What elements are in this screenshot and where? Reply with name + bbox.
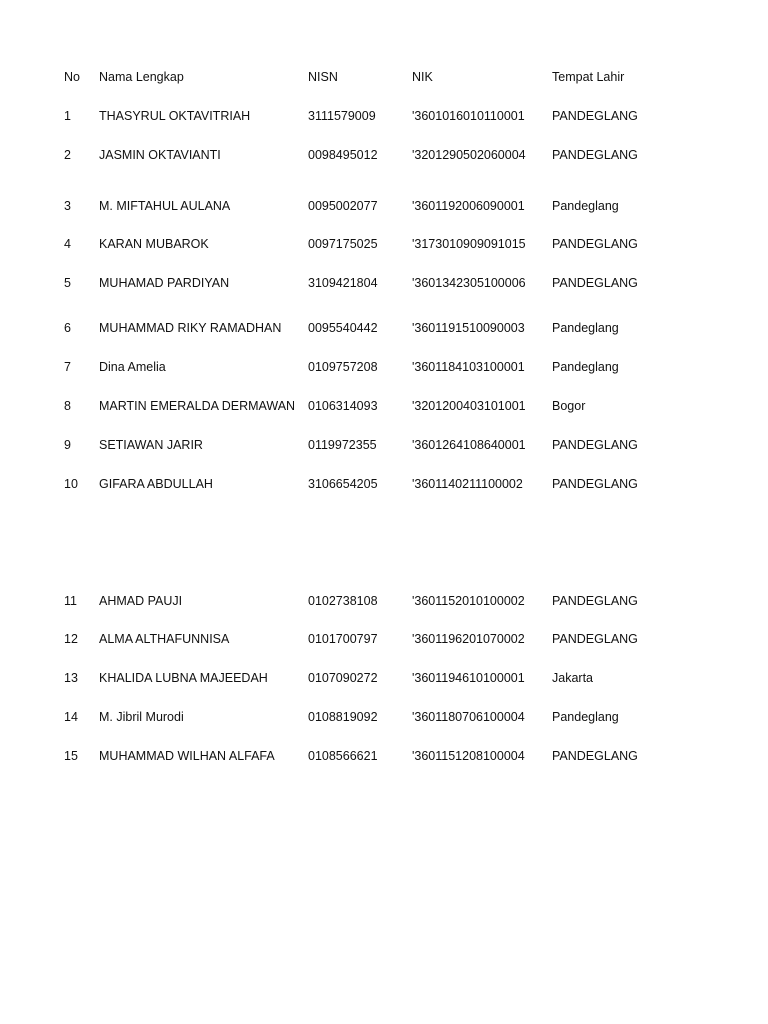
row-nama: AHMAD PAUJI <box>99 594 183 608</box>
row-nama: M. MIFTAHUL AULANA <box>99 199 231 213</box>
row-tempat-lahir: PANDEGLANG <box>552 632 638 646</box>
row-no: 3 <box>64 199 71 213</box>
table-row <box>0 629 768 649</box>
table-row <box>0 591 768 611</box>
header-nisn: NISN <box>308 70 338 84</box>
header-nama-lengkap: Nama Lengkap <box>99 70 184 84</box>
row-nama: MUHAMAD PARDIYAN <box>99 276 230 290</box>
table-row <box>0 318 768 338</box>
row-no: 4 <box>64 237 71 251</box>
row-no: 14 <box>64 710 78 724</box>
header-nik: NIK <box>412 70 433 84</box>
row-nisn: 3111579009 <box>308 109 376 123</box>
row-tempat-lahir: PANDEGLANG <box>552 148 638 162</box>
row-no: 15 <box>64 749 78 763</box>
row-nik: '3601194610100001 <box>412 671 525 685</box>
row-nama: KARAN MUBAROK <box>99 237 209 251</box>
header-no: No <box>64 70 80 84</box>
row-nama: MARTIN EMERALDA DERMAWAN <box>99 399 296 413</box>
row-tempat-lahir: PANDEGLANG <box>552 109 638 123</box>
row-tempat-lahir: Pandeglang <box>552 360 619 374</box>
row-nik: '3601264108640001 <box>412 438 526 452</box>
row-nama: MUHAMMAD RIKY RAMADHAN <box>99 321 282 335</box>
row-tempat-lahir: Jakarta <box>552 671 593 685</box>
row-nik: '3601196201070002 <box>412 632 525 646</box>
table-row <box>0 435 768 455</box>
row-nik: '3601191510090003 <box>412 321 525 335</box>
row-nisn: 0106314093 <box>308 399 378 413</box>
row-no: 12 <box>64 632 78 646</box>
row-nisn: 0101700797 <box>308 632 378 646</box>
row-nik: '3601184103100001 <box>412 360 525 374</box>
row-nisn: 0095540442 <box>308 321 378 335</box>
row-tempat-lahir: PANDEGLANG <box>552 749 638 763</box>
row-nik: '3601152010100002 <box>412 594 525 608</box>
row-no: 1 <box>64 109 71 123</box>
table-row <box>0 396 768 416</box>
row-nik: '3601140211100002 <box>412 477 523 491</box>
row-nisn: 3109421804 <box>308 276 378 290</box>
row-nik: '3201290502060004 <box>412 148 526 162</box>
row-nisn: 3106654205 <box>308 477 378 491</box>
row-tempat-lahir: PANDEGLANG <box>552 438 638 452</box>
table-row <box>0 746 768 766</box>
table-row <box>0 668 768 688</box>
row-no: 8 <box>64 399 71 413</box>
row-no: 11 <box>64 594 77 608</box>
table-row <box>0 234 768 254</box>
row-nik: '3173010909091015 <box>412 237 526 251</box>
row-nik: '3601342305100006 <box>412 276 526 290</box>
row-tempat-lahir: PANDEGLANG <box>552 594 638 608</box>
row-no: 7 <box>64 360 71 374</box>
row-tempat-lahir: PANDEGLANG <box>552 477 638 491</box>
row-nik: '3601016010110001 <box>412 109 525 123</box>
row-nisn: 0119972355 <box>308 438 377 452</box>
table-row <box>0 474 768 494</box>
row-no: 13 <box>64 671 78 685</box>
row-nama: GIFARA ABDULLAH <box>99 477 213 491</box>
header-tempat-lahir: Tempat Lahir <box>552 70 625 84</box>
row-tempat-lahir: PANDEGLANG <box>552 237 638 251</box>
table-row <box>0 145 768 165</box>
row-nama: SETIAWAN JARIR <box>99 438 203 452</box>
row-tempat-lahir: Pandeglang <box>552 710 619 724</box>
row-nisn: 0098495012 <box>308 148 378 162</box>
row-no: 2 <box>64 148 71 162</box>
row-no: 6 <box>64 321 71 335</box>
table-row <box>0 357 768 377</box>
row-nik: '3601192006090001 <box>412 199 525 213</box>
row-tempat-lahir: Pandeglang <box>552 321 619 335</box>
row-nisn: 0095002077 <box>308 199 378 213</box>
row-nik: '3201200403101001 <box>412 399 526 413</box>
row-no: 5 <box>64 276 71 290</box>
row-nama: ALMA ALTHAFUNNISA <box>99 632 230 646</box>
row-nik: '3601151208100004 <box>412 749 525 763</box>
row-tempat-lahir: Pandeglang <box>552 199 619 213</box>
table-row <box>0 196 768 216</box>
row-nisn: 0097175025 <box>308 237 378 251</box>
row-nama: MUHAMMAD WILHAN ALFAFA <box>99 749 275 763</box>
table-header-row <box>0 67 768 87</box>
row-nisn: 0102738108 <box>308 594 378 608</box>
table-row <box>0 273 768 293</box>
row-tempat-lahir: Bogor <box>552 399 586 413</box>
row-nisn: 0107090272 <box>308 671 378 685</box>
row-nik: '3601180706100004 <box>412 710 525 724</box>
row-nisn: 0108819092 <box>308 710 378 724</box>
row-nisn: 0108566621 <box>308 749 378 763</box>
row-nama: JASMIN OKTAVIANTI <box>99 148 221 162</box>
row-nama: KHALIDA LUBNA MAJEEDAH <box>99 671 268 685</box>
row-nama: THASYRUL OKTAVITRIAH <box>99 109 251 123</box>
row-tempat-lahir: PANDEGLANG <box>552 276 638 290</box>
row-nama: Dina Amelia <box>99 360 166 374</box>
row-no: 10 <box>64 477 78 491</box>
row-no: 9 <box>64 438 71 452</box>
table-row <box>0 707 768 727</box>
row-nama: M. Jibril Murodi <box>99 710 184 724</box>
table-row <box>0 106 768 126</box>
row-nisn: 0109757208 <box>308 360 378 374</box>
